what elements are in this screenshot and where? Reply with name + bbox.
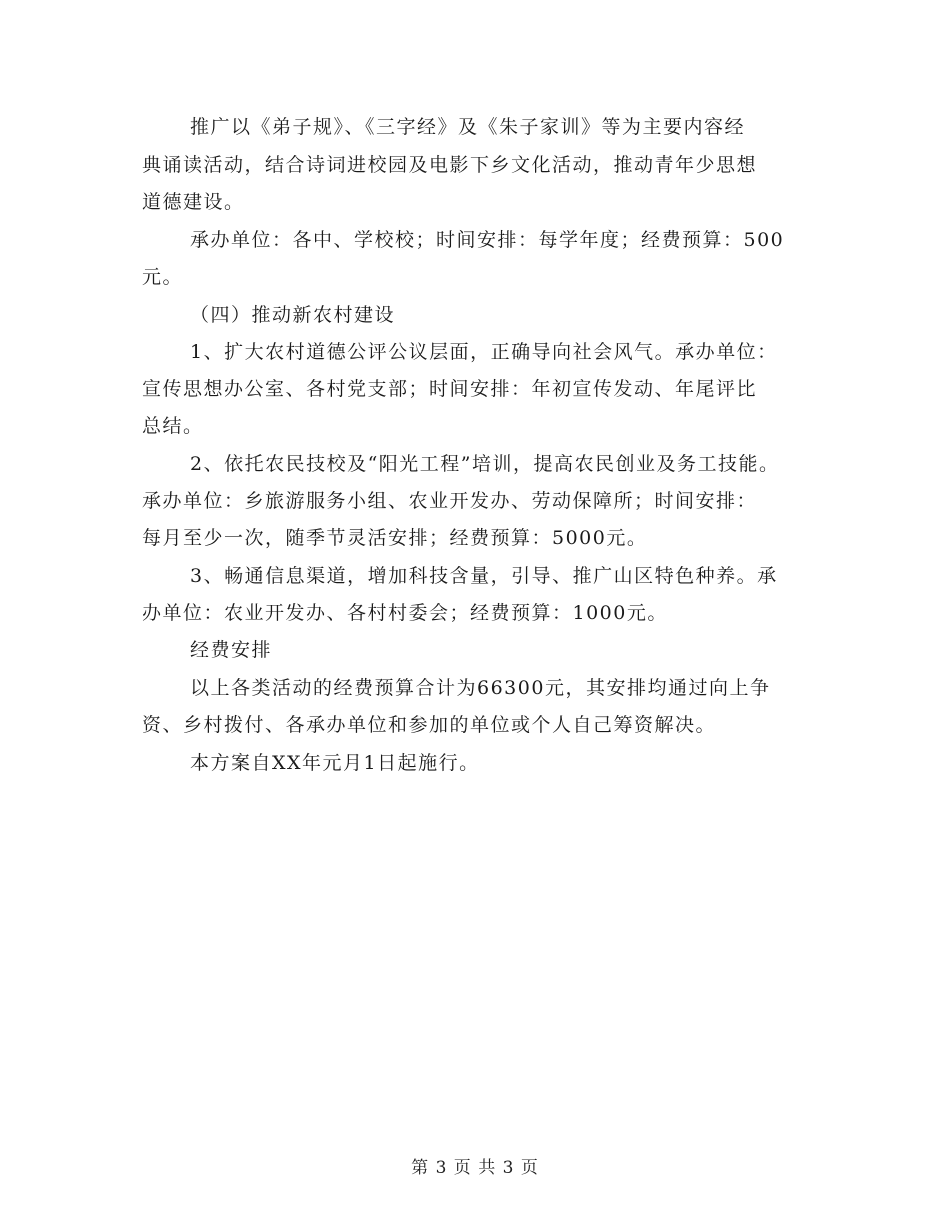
paragraph-line-16: 以上各类活动的经费预算合计为66300元，其安排均通过向上争 (190, 677, 771, 699)
section-heading: （四）推动新农村建设 (190, 304, 396, 326)
paragraph-line-9: 总结。 (142, 415, 204, 437)
paragraph-line-7: 1、扩大农村道德公评公议层面，正确导向社会风气。承办单位： (190, 341, 778, 363)
paragraph-line-10: 2、依托农民技校及“阳光工程”培训，提高农民创业及务工技能。 (190, 453, 780, 475)
paragraph-line-5: 元。 (142, 266, 184, 288)
paragraph-line-13: 3、畅通信息渠道，增加科技含量，引导、推广山区特色种养。承 (190, 565, 778, 587)
page-number-footer: 第 3 页 共 3 页 (411, 1158, 539, 1178)
paragraph-line-12: 每月至少一次，随季节灵活安排；经费预算：5000元。 (142, 527, 648, 549)
paragraph-line-2: 典诵读活动，结合诗词进校园及电影下乡文化活动，推动青年少思想 (142, 154, 758, 176)
paragraph-line-4: 承办单位：各中、学校校；时间安排：每学年度；经费预算：500 (190, 229, 785, 251)
paragraph-line-11: 承办单位：乡旅游服务小组、农业开发办、劳动保障所；时间安排： (142, 490, 758, 512)
paragraph-line-18: 本方案自XX年元月1日起施行。 (190, 752, 480, 774)
paragraph-line-1: 推广以《弟子规》、《三字经》及《朱子家训》等为主要内容经 (190, 116, 746, 138)
paragraph-line-8: 宣传思想办公室、各村党支部；时间安排：年初宣传发动、年尾评比 (142, 378, 758, 400)
paragraph-line-17: 资、乡村拨付、各承办单位和参加的单位或个人自己筹资解决。 (142, 714, 717, 736)
paragraph-line-3: 道德建设。 (142, 191, 245, 213)
section-heading-funding: 经费安排 (190, 639, 273, 661)
paragraph-line-14: 办单位：农业开发办、各村村委会；经费预算：1000元。 (142, 602, 668, 624)
